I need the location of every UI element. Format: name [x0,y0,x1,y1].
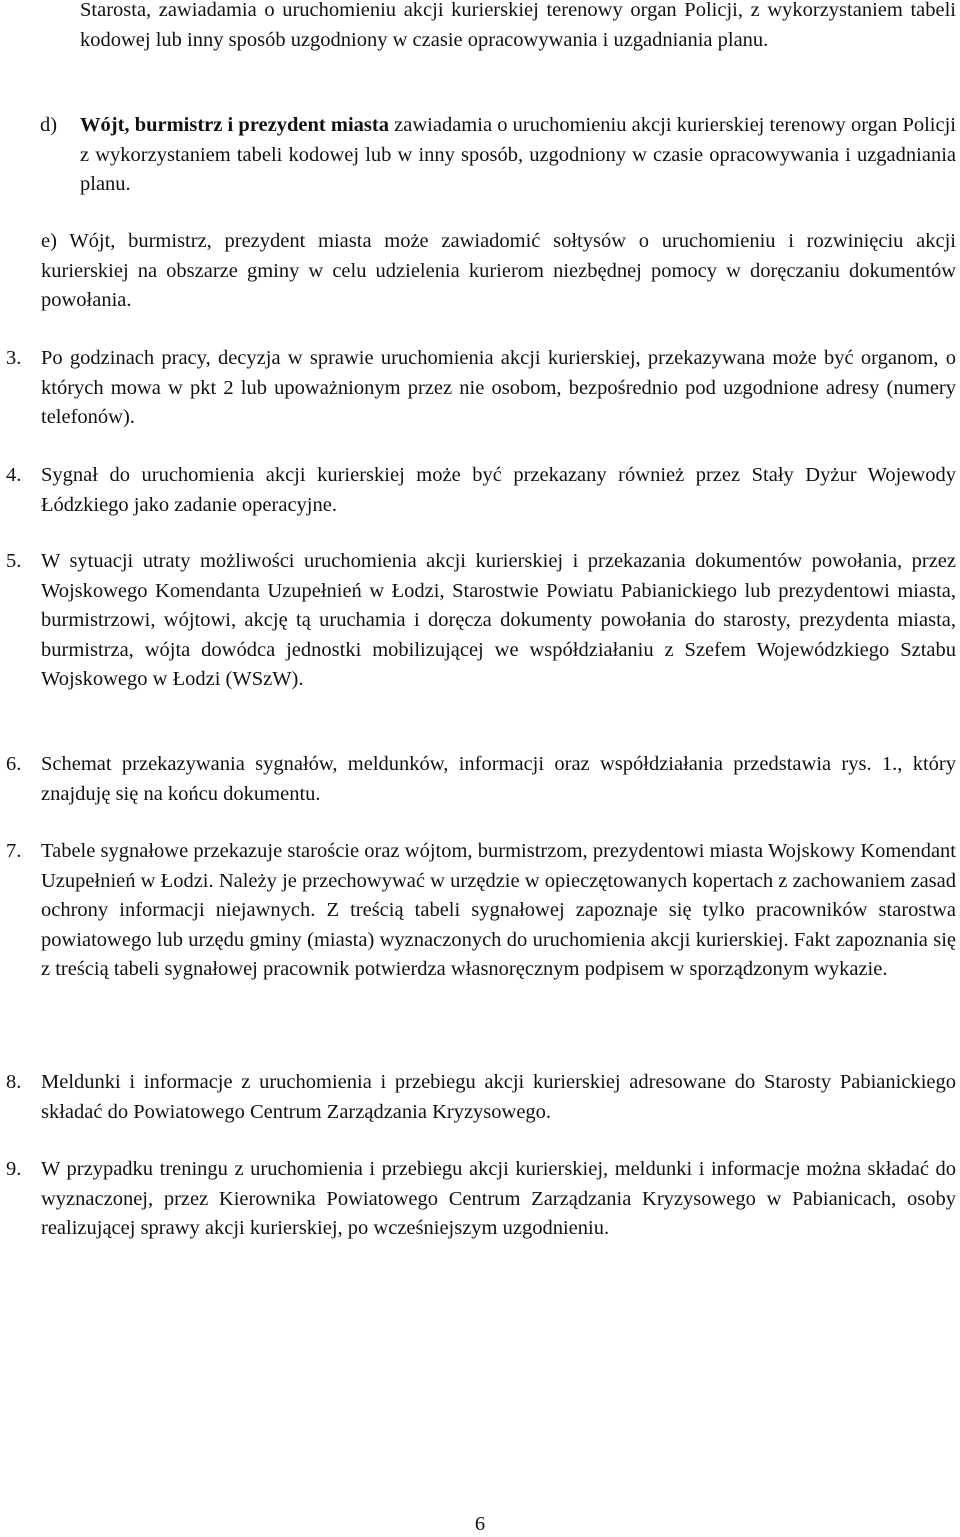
item-text: Po godzinach pracy, decyzja w sprawie uruchomienia akcji kurierskiej, przekazywana może być organom, o których mowa w pkt 2 lub upoważnionym przez nie osobom, bezpośrednio pod uzgodnione adresy (numery telefonów). [41,347,956,428]
list-item-d [40,111,956,200]
item-text: Schemat przekazywania sygnałów, meldunków, informacji oraz współdziałania przedstawia rys. 1., który znajduję się na końcu dokumentu. [41,753,956,805]
item-text: Meldunki i informacje z uruchomienia i przebiegu akcji kurierskiej adresowane do Starosty Pabianickiego składać do Powiatowego Centrum Zarządzania Kryzysowego. [41,1071,956,1123]
item-number: 7. [6,840,22,862]
item-number: 9. [6,1158,22,1180]
item-bold-subject: Wójt, burmistrz i prezydent miasta [80,114,389,136]
item-text: Sygnał do uruchomienia akcji kurierskiej może być przekazany również przez Stały Dyżur Wojewody Łódzkiego jako zadanie operacyjne. [41,464,956,516]
page-number: 6 [474,1513,486,1535]
item-letter: d) [40,114,58,136]
item-number: 8. [6,1071,22,1093]
continuation-text: Starosta, zawiadamia o uruchomieniu akcji kurierskiej terenowy organ Policji, z wykorzystaniem tabeli kodowej lub inny sposób uzgodniony w czasie opracowywania i uzgadniania planu. [80,0,956,51]
continuation-paragraph [80,0,956,55]
item-number: 6. [6,753,22,775]
item-number: 4. [6,464,22,486]
item-text: Tabele sygnałowe przekazuje staroście oraz wójtom, burmistrzom, prezydentowi miasta Wojskowy Komendant Uzupełnień w Łodzi. Należy je przechowywać w urzędzie w opieczętowanych kopertach z zachowaniem zasad ochrony informacji niejawnych. Z treścią tabeli sygnałowej zapoznaje się tylko pracowników starostwa powiatowego lub urzędu gminy (miasta) wyznaczonych do uruchomienia akcji kurierskiej. Fakt zapoznania się z treścią tabeli sygnałowej pracownik potwierdza własnoręcznym podpisem w sporządzonym wykazie. [41,840,956,980]
item-letter: e) [41,230,57,252]
item-number: 5. [6,550,22,572]
item-text: Wójt, burmistrz, prezydent miasta może zawiadomić sołtysów o uruchomieniu i rozwinięciu akcji kurierskiej na obszarze gminy w celu udzielenia kurierom niezbędnej pomocy w doręczaniu dokumentów powołania. [41,230,956,311]
list-item-e [41,227,956,316]
item-text: W sytuacji utraty możliwości uruchomienia akcji kurierskiej i przekazania dokumentów powołania, przez Wojskowego Komendanta Uzupełnień w Łodzi, Starostwie Powiatu Pabianickiego lub prezydentowi miasta, burmistrzowi, wójtowi, akcję tą uruchamia i doręcza dokumenty powołania do starosty, prezydenta miasta, burmistrza, wójta dowódca jednostki mobilizującej we współdziałaniu z Szefem Wojewódzkiego Sztabu Wojskowego w Łodzi (WSzW). [41,550,956,690]
item-text: W przypadku treningu z uruchomienia i przebiegu akcji kurierskiej, meldunki i informacje można składać do wyznaczonej, przez Kierownika Powiatowego Centrum Zarządzania Kryzysowego w Pabianicach, osoby realizującej sprawy akcji kurierskiej, po wcześniejszym uzgodnieniu. [41,1158,956,1239]
item-text: zawiadamia o uruchomieniu akcji kurierskiej terenowy organ Policji z wykorzystaniem tabeli kodowej lub w inny sposób, uzgodniony w czasie opracowywania i uzgadniania planu. [80,114,956,195]
item-number: 3. [6,347,22,369]
